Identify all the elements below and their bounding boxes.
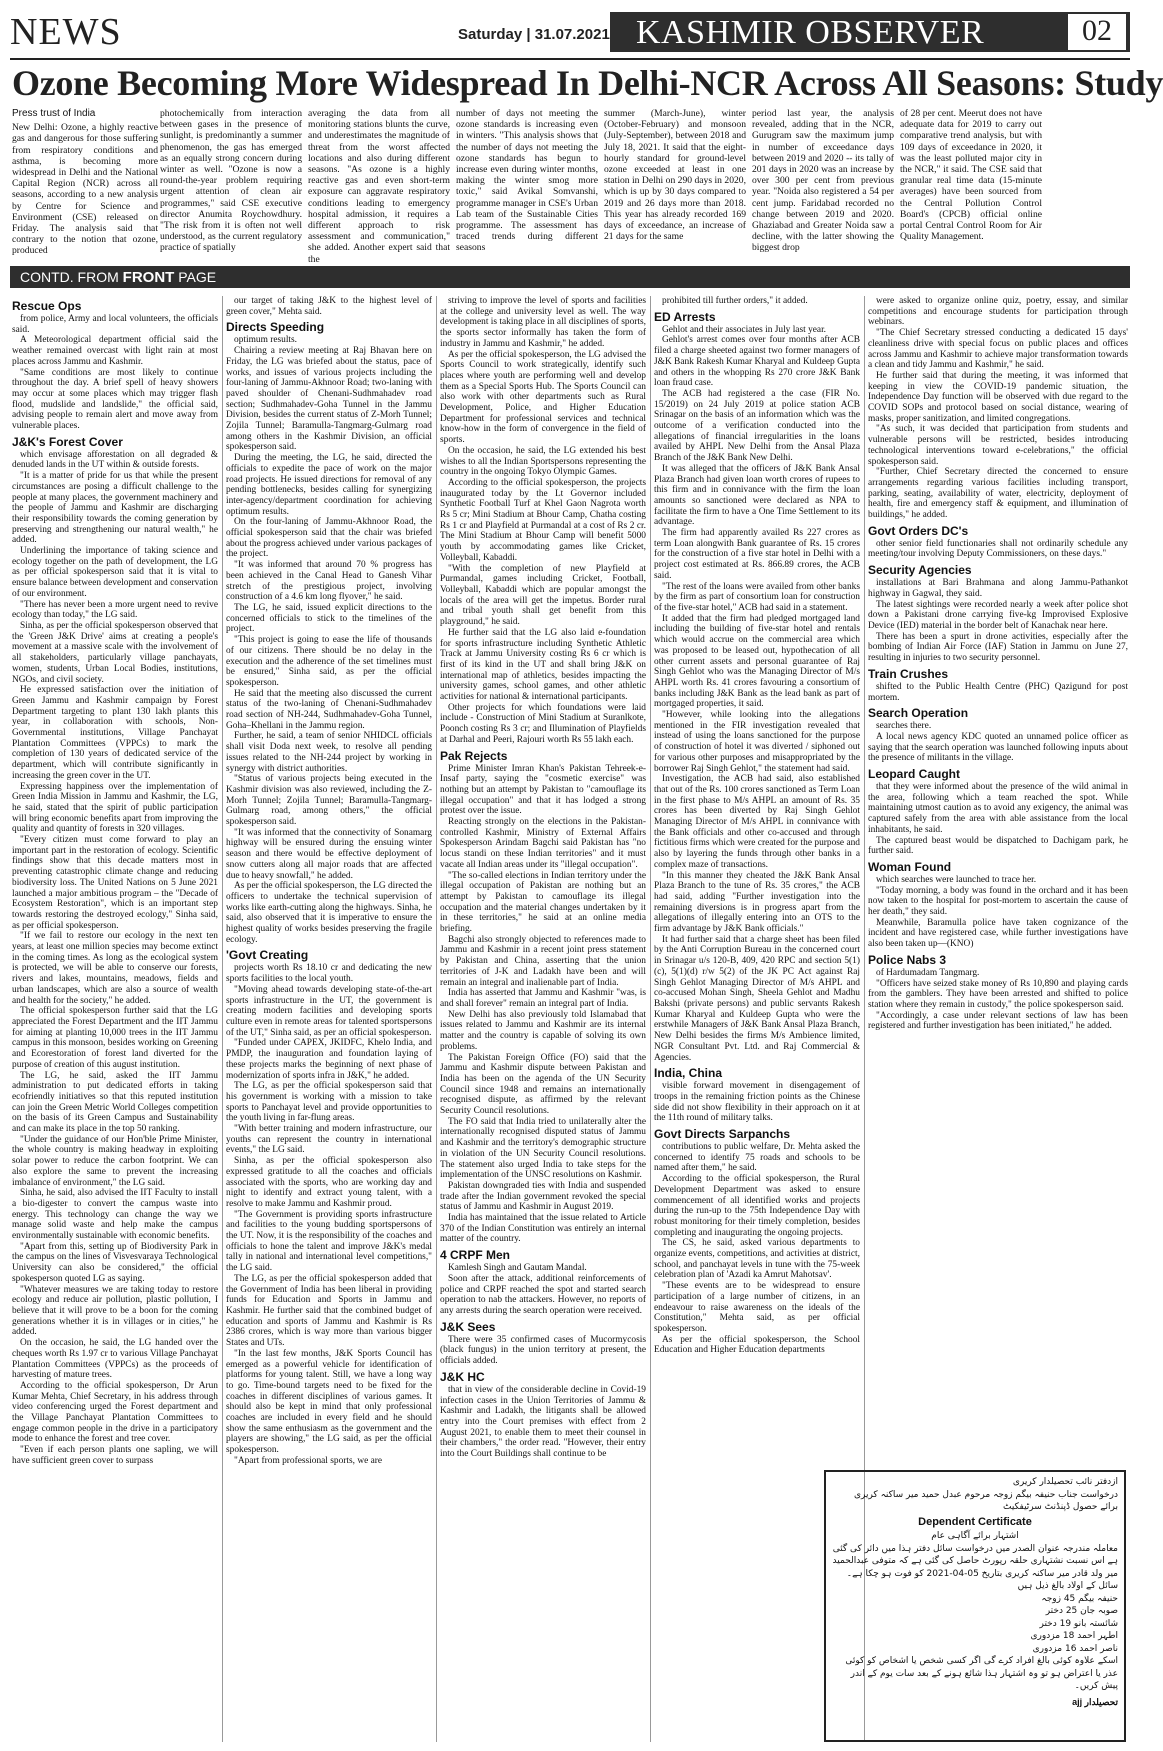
continued-paragraph: "However, while looking into the allegations mentioned in the FIR investigation revealed that instead of using the loans sanctioned for the purpose of construction of hotel it was diverted / siphoned out for various other purposes and misappropriated by the borrower Raj Singh Gehlot," the statement had said. [654, 710, 860, 774]
continued-paragraph: There were 35 confirmed cases of Mucormycosis (black fungus) in the union territory at present, the officials added. [440, 1334, 646, 1367]
ad-header: برائے حصول ڈپنڈنٹ سرٹیفکیٹ [1003, 1502, 1118, 1512]
continued-paragraph: projects worth Rs 18.10 cr and dedicating the new sports facilities to the local youth. [226, 963, 432, 985]
continued-story-heading: Search Operation [868, 706, 969, 721]
continued-paragraph: The FO said that India tried to unilaterally alter the internationally recognised disputed status of Jammu and Kashmir and the territory's demographic structure in violation of the UN Security Council resolutions. The statement also urged India to take steps for the implementation of the UNSC resolutions on Kashmir. [440, 1116, 646, 1181]
ad-list-item: شائستہ بانو 19 دختر [1039, 1618, 1118, 1629]
continued-paragraph: "If we fail to restore our ecology in the next ten years, at least one million species may become extinct in the coming times. As long as the ecological system is protected, we will be able to conserve our forests, rivers and lakes, mountains, meadows, fields and urban landscapes, which are also a source of wealth and health for the society," he added. [12, 931, 218, 1006]
top-story [12, 108, 1128, 265]
ad-list-item: صوبہ جان 25 دختر [1045, 1606, 1118, 1616]
continued-paragraph: The LG, he said, issued explicit directions to the concerned officials to stick to the timelines of the project. [226, 602, 432, 635]
continued-paragraph: Other projects for which foundations were laid include - Construction of Mini Stadium at Suranlkote, Poonch costing Rs 3 cr; and Illumination of Playfields at Darhal and Peeri, Rajouri worth Rs 55 lakh each. [440, 702, 646, 745]
continued-section-bar [10, 266, 1130, 288]
ad-header: اشتہار برائے آگاہی عام [931, 1531, 1019, 1541]
ad-list-item: اطہر احمد 18 مزدوری [1030, 1631, 1118, 1641]
continued-story-heading: Rescue Ops [12, 299, 82, 313]
continued-story-heading: Directs Speeding [226, 320, 325, 335]
continued-paragraph: Underlining the importance of taking science and ecology together on the path of development, the LG as per official spokesperson said that it is vital to ensure balance between development and conservation of our environment. [12, 546, 218, 599]
continued-paragraph: were asked to organize online quiz, poetry, essay, and similar competitions and encourage students for participation through webinars. [868, 296, 1128, 328]
continued-paragraph: On the occasion, he said, the LG extended his best wishes to all the Indian Sportspersons representing the country in the ongoing Tokyo Olympic Games. [440, 445, 646, 478]
ad-list-item: حنیفہ بیگم 45 زوجہ [1041, 1593, 1118, 1604]
continued-column-2 [226, 296, 432, 1742]
continued-paragraph: India has asserted that Jammu and Kashmir "was, is and shall forever" remain an integral part of India. [440, 988, 646, 1009]
story-paragraph: summer (March-June), winter (October-February) and monsoon (July-September), between 2018 and July 18, 2021. It said that the eight-hourly standard for ground-level ozone exceeded at least in one station in Delhi on 290 days in 2020, which is up by 30 days compared to 2019 and 26 days more than 2018. This year has already recorded 169 days of exceedance, an increase of 21 days for the same [604, 108, 746, 243]
continued-paragraph: striving to improve the level of sports and facilities at the college and university level as well. The way development is taking place in all disciplines of sports, the sports sector informally has taken the form of industry in Jammu and Kashmir," he added. [440, 296, 646, 349]
continued-paragraph: "Today morning, a body was found in the orchard and it has been now taken to the hospital for post-mortem to ascertain the cause of her death," they said. [868, 885, 1128, 918]
continued-story-heading: Woman Found [868, 859, 952, 874]
story-column [308, 108, 450, 265]
continued-story-heading: Govt Orders DC's [868, 523, 969, 538]
continued-paragraph: "It was informed that around 70 % progress has been achieved in the Canal Head to Ganesh Vihar stretch of the prestigious project, involving construction of a 4.6 km long flyover," he said. [226, 560, 432, 603]
continued-story-heading: J&K HC [440, 1369, 485, 1384]
ad-footer: اسکے علاوہ کوئی بالغ افراد کرے گی اگر کسی شخص یا اشخاص کو کوئی عذر یا اعتراض ہو تو وہ اشتہار ہذا شائع ہونے کے بعد سات یوم کے اندر پیش کریں۔ [845, 1656, 1118, 1691]
continued-story-heading: ED Arrests [654, 309, 716, 324]
story-paragraph: period last year, the analysis revealed, adding that in the NCR, Gurugram saw the maximum jump in number of exceedance days between 2019 and 2020 -- its tally of 201 days in 2020 was an increase by over 300 per cent from previous year. "Noida also registered a 54 per cent jump. Faridabad recorded no change between 2019 and 2020. Ghaziabad and Greater Noida saw a decline, with the latter showing the biggest drop [752, 108, 894, 254]
continued-column-5 [868, 296, 1128, 1466]
continued-paragraph: "Every citizen must come forward to play an important part in the restoration of ecology. Scientific findings show that this decade matters most in preventing catastrophic climate change and reducing biodiversity loss. The United Nations on 5 June 2021 launched a major ambitious program – the "Decade of Ecosystem Restoration", which is an important step towards restoring the destroyed ecology," Sinha said, as per official spokesperson. [12, 835, 218, 931]
continued-paragraph: Sinha, he said, also advised the IIT Faculty to install a bio-digester to convert the campus waste into energy. This technology can change the way we manage solid waste and help make the campus environmentally sustainable with economic benefits. [12, 1188, 218, 1242]
continued-paragraph: "The so-called elections in Indian territory under the illegal occupation of Pakistan are nothing but an attempt by Pakistan to camouflage its illegal occupation and the material changes undertaken by it in these territories," he said at an online media briefing. [440, 870, 646, 935]
continued-paragraph: "Whatever measures we are taking today to restore ecology and reduce air pollution, plastic pollution, I believe that it will prove to be a boon for the coming generations whether it is in villages or in cities," he added. [12, 1284, 218, 1338]
story-column [900, 108, 1042, 246]
ad-list [832, 1593, 1118, 1656]
paper-name-box [610, 12, 1130, 52]
continued-paragraph: "These events are to be widespread to ensure participation of a large number of citizens, in an endeavour to raise awareness on the ideals of the Constitution," Mehta said, as per official spokesperson. [654, 1281, 860, 1334]
continued-paragraph: As per the official spokesperson, the LG directed the officers to undertake the technical supervision of works like earth-cutting along the highways. Sinha, he said, also observed that it is imperative to ensure the highest quality of works besides preserving the fragile ecology. [226, 881, 432, 945]
continued-paragraph: The official spokesperson further said that the LG appreciated the Forest Department and the IIT Jammu for aiming at planting 10,000 trees in the IIT Jammu campus in this monsoon, besides working on Greening and Ecorestoration of forest land diverted for the purpose of creation of this august institution. [12, 1006, 218, 1070]
continued-paragraph: Gehlot's arrest comes over four months after ACB filed a charge sheeted against two former managers of J&K Bank Rakesh Kumar Kharyal and Kuldeep Gupta and others in the whopping Rs 270 crore J&K Bank loan fraud case. [654, 335, 860, 389]
continued-paragraph: "The Chief Secretary stressed conducting a dedicated 15 days' cleanliness drive with special focus on public places and offices across Jammu and Kashmir to achieve major transformation towards a clean and tidy Jammu and Kashmir," he said. [868, 328, 1128, 371]
continued-paragraph: Sinha, as per the official spokesperson also expressed gratitude to all the coaches and officials associated with the sports, who are working day and night to identify and extract young talent, with a resolve to make Jammu and Kashmir proud. [226, 1156, 432, 1209]
section-bar-bold: FRONT [122, 269, 175, 286]
column-divider [222, 296, 223, 1742]
continued-paragraph: installations at Bari Brahmana and along Jammu-Pathankot highway in Gagwal, they said. [868, 578, 1128, 599]
paper-name: KASHMIR OBSERVER [636, 14, 985, 51]
story-column [604, 108, 746, 246]
continued-paragraph: Bagchi also strongly objected to references made to Jammu and Kashmir in a recent joint press statement by Pakistan and China, asserting that the union territories of J-K and Ladakh have been and will remain an integral and inalienable part of India. [440, 934, 646, 988]
continued-paragraph: "As such, it was decided that participation from students and vulnerable persons will be restricted, besides introducing technological interventions toward e-celebrations," the official spokesperson said. [868, 424, 1128, 467]
continued-paragraph: from police, Army and local volunteers, the officials said. [12, 314, 218, 335]
classified-ad [824, 1470, 1126, 1742]
continued-paragraph: The LG, as per the official spokesperson added that the Government of India has been liberal in providing funds for Education and Sports in Jammu and Kashmir. He further said that the combined budget of education and sports of Jammu and Kashmir is Rs 2386 crores, which is way more than various bigger States and UTs. [226, 1273, 432, 1349]
continued-paragraph: There has been a spurt in drone activities, especially after the bombing of Indian Air Force (IAF) Station in Jammu on June 27, resulting in injuries to two security personnel. [868, 631, 1128, 664]
ad-header: درخواست جناب حنیفہ بیگم زوجہ مرحوم عبدل حمید میر ساکنہ کریری [853, 1489, 1118, 1500]
continued-paragraph: It had further said that a charge sheet has been filed by the Anti Corruption Bureau in the concerned court in Srinagar u/s 120-B, 409, 420 RPC and section 5(1)(c), 5(1)(d) r/w 5(2) of the JK PC Act against Raj Singh Gehlot Managing Director of M/s AHPL and co-accused Mohan Singh, Sheela Gehlot and Madhu Bakshi (private persons) and public servants Rakesh Kumar Kharyal and Kuldeep Gupta who were the erstwhile Managers of J&K Bank Ansal Plaza Branch, New Delhi besides the firms M/s Ambience limited, NGR Consultant Pvt. Ltd. and Raj Commercial & Agencies. [654, 934, 860, 1063]
continued-paragraph: According to the official spokesperson, Dr Arun Kumar Mehta, Chief Secretary, in his address through video conferencing urged the Forest department and the Village Panchayat Plantation Committees to engage common people in the drive in a participatory mode to enhance the forest and tree cover. [12, 1380, 218, 1445]
continued-paragraph: "There has never been a more urgent need to revive ecology than today," the LG said. [12, 599, 218, 621]
masthead-rule [10, 58, 1130, 60]
continued-paragraph: Prime Minister Imran Khan's Pakistan Tehreek-e-Insaf party, saying the "cosmetic exercise" was nothing but an attempt by Pakistan to "camouflage its illegal occupation" and that it has lodged a strong protest over the issue. [440, 763, 646, 817]
issue-date: Saturday | 31.07.2021 [458, 26, 610, 43]
continued-paragraph: The captured beast would be dispatched to Dachigam park, he further said. [868, 835, 1128, 857]
continued-paragraph: During the meeting, the LG, he said, directed the officials to expedite the pace of work on the major road projects. He issued directions for removal of any pending bottlenecks, besides calling for synergizing inter-agency/department coordination for achieving optimum results. [226, 453, 432, 517]
continued-paragraph: A local news agency KDC quoted an unnamed police officer as saying that the search operation was launched following inputs about the presence of militants in the village. [868, 731, 1128, 764]
continued-paragraph: "Moving ahead towards developing state-of-the-art sports infrastructure in the UT, the government is creating modern facilities and developing sports culture even in remote areas for talented sportspersons of the UT," Sinha said, as per an official spokesperson. [226, 984, 432, 1038]
continued-paragraph: "With the completion of new Playfield at Purmandal, games including Cricket, Football, Volleyball, Kabaddi which are popular amongst the locals of the area will get the impetus. Border rural and tribal youth shall get benefit from this playground," he said. [440, 563, 646, 628]
continued-paragraph: "Funded under CAPEX, JKIDFC, Khelo India, and PMDP, the inauguration and foundation laying of these projects marks the beginning of next phase of modernization of sports infra in J&K," he added. [226, 1038, 432, 1081]
continued-paragraph: Further, he said, a team of senior NHIDCL officials shall visit Doda next week, to resolve all pending issues related to the NH-244 project by working in synergy with district authorities. [226, 731, 432, 774]
continued-paragraph: "Further, Chief Secretary directed the concerned to ensure arrangements regarding various facilities including transport, parking, seating, availability of water, electricity, deployment of health, fire and emergency staff & equipment, and illumination of buildings," he added. [868, 467, 1128, 521]
story-column [12, 108, 158, 257]
continued-paragraph: It added that the firm had pledged mortgaged land including the building of five-star hotel and rentals which would accrue on the commercial area which was proposed to be leased out, hypothecation of all other current assets and personal guarantee of Raj Singh Gehlot who was the Managing Director of M/s AHPL worth Rs. 41 crores favouring a consortium of banks including J&K Bank as the lead bank as part of mortgaged properties, it said. [654, 613, 860, 710]
continued-paragraph: contributions to public welfare, Dr. Mehta asked the concerned to identify 75 roads and schools to be named after them," he said. [654, 1142, 860, 1174]
continued-paragraph: A Meteorological department official said the weather remained overcast with light rain at most places across Jammu and Kashmir. [12, 335, 218, 367]
continued-paragraph: As per the official spokesperson, the School Education and Higher Education departments [654, 1334, 860, 1356]
continued-paragraph: which searches were launched to trace her. [876, 874, 1037, 885]
story-paragraph: photochemically from interaction between gases in the presence of sunlight, is predominantly a summer phenomenon, the gas has emerged as an equally strong concern during winter as well. "Ozone is now a round-the-year problem requiring urgent attention of clean air programmes," said CSE executive director Anumita Roychowdhury. "The risk from it is often not well understood, as the current regulatory practice of spatially [160, 108, 302, 254]
continued-paragraph: "In the last few months, J&K Sports Council has emerged as a powerful vehicle for identification of platforms for young talent. Still, we have a long way to go. Time-bound targets need to be fixed for the coaches in different disciplines of various games. It should also be kept in mind that only professional coaches are included in every field and he should show the same enthusiasm as the government and the players are showing," the LG said, as per the official spokesperson. [226, 1348, 432, 1456]
continued-paragraph: Sinha, as per the official spokesperson observed that the 'Green J&K Drive' aims at creating a people's movement at a massive scale with the involvement of all stakeholders, particularly village panchayats, women, students, Urban Local Bodies, institutions, NGOs, and civil society. [12, 620, 218, 685]
masthead [10, 10, 1130, 54]
continued-story-heading: J&K's Forest Cover [12, 434, 123, 449]
continued-paragraph: "Apart from this, setting up of Biodiversity Park in the campus on the lines of Visvesvaraya Technological University can also be considered," the official spokesperson quoted LG as saying. [12, 1241, 218, 1284]
continued-paragraph: The ACB had registered a the case (FIR No. 15/2019) on 24 July 2019 at police station ACB Srinagar on the basis of an information which was the outcome of a verification conducted into the allegations of financial irregularities in the loans availed by AHPL New Delhi from the Ansal Plaza Branch of the J&K Bank New Delhi. [654, 388, 860, 464]
continued-paragraph: The Pakistan Foreign Office (FO) said that the Jammu and Kashmir dispute between Pakistan and India has been on the agenda of the UN Security Council since 1948 and remains an internationally recognised dispute, as affirmed by the relevant Security Council resolutions. [440, 1052, 646, 1117]
section-name: NEWS [10, 11, 122, 53]
continued-paragraph: "The rest of the loans were availed from other banks by the firm as part of consortium loan for construction of the five-star hotel," ACB had said in a statement. [654, 581, 860, 613]
continued-story-heading: Police Nabs 3 [868, 952, 947, 967]
continued-column-1 [12, 296, 218, 1742]
continued-paragraph: searches there. [876, 721, 932, 732]
continued-paragraph: visible forward movement in disengagement of troops in the remaining friction points as the Chinese side did not show flexibility in their approach on it at the 11th round of military talks. [654, 1081, 860, 1124]
continued-paragraph: According to the official spokesperson, the Rural Development Department was asked to ensure commencement of all identified works and projects during the run-up to the 75th Independence Day with robust monitoring for their timely completion, besides completing and inaugurating the ongoing projects. [654, 1174, 860, 1238]
ad-header: ازدفتر نائب تحصیلدار کریری [1012, 1477, 1118, 1487]
continued-paragraph: The latest sightings were recorded nearly a week after police shot down a Pakistani drone carrying five-kg Improvised Explosive Device (IED) material in the border belt of Kanachak near here. [868, 599, 1128, 631]
byline: Press trust of India [12, 108, 96, 119]
continued-paragraph: "With better training and modern infrastructure, our youths can represent the country in international events," the LG said. [226, 1124, 432, 1156]
continued-paragraph: "Accordingly, a case under relevant sections of law has been registered and further investigation has been initiated," he added. [868, 1010, 1128, 1032]
story-paragraph: averaging the data from all monitoring stations blunts the curve, and underestimates the magnitude of threat from the worst affected locations and also during different seasons. "As ozone is a highly reactive gas and even short-term exposure can aggravate respiratory conditions leading to emergency hospital admission, it requires a different approach to risk assessment and communication," she added. Another expert said that the [308, 108, 450, 265]
continued-paragraph: which envisage afforestation on all degraded & denuded lands in the UT within & outside forests. [12, 449, 218, 471]
ad-sign-text: ajj [1072, 1696, 1083, 1707]
ad-title: Dependent Certificate [918, 1515, 1032, 1528]
continued-paragraph: He expressed satisfaction over the initiation of Green Jammu and Kashmir campaign by Forest Department targeting to plant 130 lakh plants this year, in collaboration with schools, Non-Governmental institutions, Village Panchayat Plantation Committees (VPPCs) to mark the completion of 130 years of dedicated service of the department, which will contribute significantly in increasing the green cover in the UT. [12, 685, 218, 781]
ad-signature [832, 1696, 1118, 1709]
story-paragraph: of 28 per cent. Meerut does not have adequate data for 2019 to carry out comparative trend analysis, but with 109 days of exceedance in 2020, it was the least polluted major city in the NCR," it said. The CSE said that granular real time data (15-minute averages) have been sourced from the Central Pollution Control Board's (CPCB) official online portal Central Control Room for Air Quality Management. [900, 108, 1042, 243]
ad-body: معاملہ مندرجہ عنوان الصدر میں درخواست سائل دفتر ہذا میں دائر کی گئی ہے اس نسبت نشتہاری حلقہ رپورٹ حاصل کی گئی ہے کہ متوفی عبدالحمید میر ولد قادر میر ساکنہ کریری بتاریخ 05-04-2021 کو فوت ہو چکا ہے۔ سائل کے اولاد بالغ ذیل ہیں [832, 1543, 1118, 1591]
section-bar-prefix: CONTD. FROM [20, 269, 123, 285]
continued-paragraph: "Same conditions are most likely to continue throughout the day. A brief spell of heavy showers may occur at some places which may trigger flash flood, mudslide and landslide," the official said, advising people to remain alert and move away from vulnerable places. [12, 367, 218, 432]
continued-paragraph: Kamlesh Singh and Gautam Mandal. [448, 1263, 587, 1274]
continued-paragraph: "This project is going to ease the life of thousands of our citizens. There should be no delay in the execution and the adherence of the set timelines must be ensured," Sinha said, as per the official spokesperson. [226, 635, 432, 688]
continued-paragraph: shifted to the Public Health Centre (PHC) Qazigund for post mortem. [868, 681, 1128, 703]
continued-paragraph: Reacting strongly on the elections in the Pakistan-controlled Kashmir, Ministry of External Affairs Spokesperson Arindam Bagchi said Pakistan has "no locus standi on these Indian territories" and it must vacate all Indian areas under its "illegal occupation". [440, 817, 646, 870]
ad-sign-title: تحصیلدار [1084, 1696, 1118, 1707]
continued-paragraph: "The Government is providing sports infrastructure and facilities to the young budding sportspersons of the UT. Now, it is the responsibility of the coaches and officials to hone the talent and improve J&K's medal tally in national and international level competitions," the LG said. [226, 1209, 432, 1274]
story-column [456, 108, 598, 254]
continued-paragraph: "Under the guidance of our Hon'ble Prime Minister, the whole country is making headway in exploiting solar power to reduce the carbon footprint. We can also explore the same to prevent the increasing imbalance of environment," the LG said. [12, 1134, 218, 1188]
continued-paragraph: Meanwhile, Baramulla police have taken cognizance of the incident and have registered case, while further investigations have also been taken up—(KNO) [868, 917, 1128, 950]
page-number: 02 [1068, 14, 1126, 50]
continued-paragraph: He further said that the LG also laid e-foundation for sports infrastructure including Synthetic Athletic Track at Jammu University costing Rs 6 cr which is first of its kind in the UT and shall bring J&K on international map of athletics, besides impacting the university games, school games, and other athletic activities for national & international participants. [440, 627, 646, 703]
column-divider [436, 296, 437, 1742]
continued-story-heading: India, China [654, 1066, 723, 1081]
continued-paragraph: optimum results. [234, 335, 298, 346]
continued-column-3 [440, 296, 646, 1742]
continued-paragraph: our target of taking J&K to the highest level of green cover," Mehta said. [226, 296, 432, 317]
continued-story-heading: Security Agencies [868, 563, 972, 578]
column-divider [650, 296, 651, 1742]
story-paragraph: New Delhi: Ozone, a highly reactive gas and dangerous for those suffering from respiratory conditions and asthma, is becoming more widespread in Delhi and the National Capital Region (NCR) across all seasons, according to a new analysis by Centre for Science and Environment (CSE) released on Friday. The analysis said that contrary to the notion that ozone, produced [12, 122, 158, 257]
continued-paragraph: Expressing happiness over the implementation of Green India Mission in Jammu and Kashmir, the LG, he said, stated that the spirit of public participation will bring economic benefits apart from improving the quality and quantity of forests in 320 villages. [12, 781, 218, 835]
continued-paragraph: of Hardumadam Tangmarg. [876, 967, 980, 978]
continued-story-heading: J&K Sees [440, 1319, 496, 1334]
continued-paragraph: "In this manner they cheated the J&K Bank Ansal Plaza Branch to the tune of Rs. 35 crores," the ACB had said, adding "Further investigation into the remaining diversions is in progress apart from the allegations of illegally entering into an OTS to the firm advantage by J&K Bank officials." [654, 870, 860, 935]
continued-paragraph: Gehlot and their associates in July last year. [662, 324, 827, 335]
continued-paragraph: "Officers have seized stake money of Rs 10,890 and playing cards from the gamblers. They have been arrested and shifted to police station where they remain in custody," the police spokesperson said. [868, 978, 1128, 1010]
continued-paragraph: that they were informed about the presence of the wild animal in the area, following which a team reached the spot. While maintaining utmost caution as to avoid any exigency, the animal was captured safely from the area with able assistance from the local inhabitants, he said. [868, 782, 1128, 835]
continued-paragraph: On the occasion, he said, the LG handed over the cheques worth Rs 1.97 cr to various Village Panchayat Plantation Committees (VPPCs) as the proceeds of harvesting of mature trees. [12, 1338, 218, 1381]
continued-story-heading: 'Govt Creating [226, 948, 309, 963]
continued-paragraph: The CS, he said, asked various departments to organize events, competitions, and activities at district, school, and panchayat levels in tune with the 75-week celebration plan of 'Azadi ka Amrut Mahotsav'. [654, 1238, 860, 1281]
continued-paragraph: Soon after the attack, additional reinforcements of police and CRPF reached the spot and started search operation to nab the attackers. However, no reports of any arrests during the search operation were received. [440, 1273, 646, 1316]
continued-story-heading: Leopard Caught [868, 767, 960, 782]
continued-paragraph: Investigation, the ACB had said, also established that out of the Rs. 100 crores sanctioned as Term Loan in the first phase to M/s AHPL an amount of Rs. 35 crores has been diverted by Raj Singh Gehlot Managing Director of M/s AHPL in connivance with the Bank officials and other co-accused and through fictitious firms which were created for the purpose and also by layering the funds through other banks in a complex maze of transactions. [654, 774, 860, 870]
continued-paragraph: According to the official spokesperson, the projects inaugurated today by the Lt Governor included Synthetic Football Turf at Khel Gaon Nagrota worth Rs 5 cr; Mini Stadium at Bhour Camp, Chatha costing Rs 1 cr and Playfield at Purmandal at a cost of Rs 2 cr. The Mini Stadium at Bhour Camp will benefit 5000 youth by accommodating games like Cricket, Volleyball, Kabaddi. [440, 477, 646, 563]
continued-paragraph: As per the official spokesperson, the LG advised the Sports Council to work strategically, identify such places where youth are performing well and develop them as a Special Sports Hub. The Sports Council can also work with other departments such as Rural Development, Police, and Higher Education Department for professional services and technical know-how in the form of convergence in the field of sports. [440, 349, 646, 446]
section-bar-suffix: PAGE [174, 269, 217, 285]
continued-paragraph: "Even if each person plants one sapling, we will have sufficient green cover to surpass [12, 1445, 218, 1466]
continued-paragraph: Chairing a review meeting at Raj Bhavan here on Friday, the LG was briefed about the status, pace of works, and issues of various projects including the four-laning of Jammu-Akhnoor Road; two-laning with paved shoulder of Chenani-Sudhmahadev road section; Sudhmahadev-Goha Tunnel in the Jammu Division, besides the current status of Z-Morh Tunnel; Zojila Tunnel; Baramulla-Tangmarg-Gulmarg road among others in the Kashmir Division, an official spokesperson said. [226, 346, 432, 453]
continued-paragraph: that in view of the considerable decline in Covid-19 infection cases in the Union Territories of Jammu & Kashmir and Ladakh, the litigants shall be allowed entry into the Court premises with effect from 2 August 2021, to enable them to meet their counsel in their chambers," the order read. "However, their entry into the Court Buildings shall continue to be [440, 1384, 646, 1460]
continued-paragraph: "It was informed that the connectivity of Sonamarg highway will be ensured during the ensuing winter season and there would be effective deployment of snow cutters along all major roads that are affected due to heavy snowfall," he added. [226, 827, 432, 881]
story-column [160, 108, 302, 254]
story-paragraph: number of days not meeting the ozone standards is increasing even in winters. "This analysis shows that the number of days not meeting the ozone standards has begun to increase even during winter months, making the winter smog more toxic," said Avikal Somvanshi, programme manager in CSE's Urban Lab team of the Sustainable Cities programme. The assessment has traced trends during different seasons [456, 108, 598, 254]
continued-paragraph: The firm had apparently availed Rs 227 crores as term Loan alongwith Bank guarantee of Rs. 15 crores for the construction of a five star hotel in Delhi with a project cost estimated at Rs. 866.89 crores, the ACB said. [654, 528, 860, 581]
continued-paragraph: "It is a matter of pride for us that while the present circumstances are posing a difficult challenge to the people at many places, the government machinery and the people of Jammu and Kashmir are discharging their responsibility towards the coming generation by preserving and strengthening our natural wealth," he added. [12, 471, 218, 546]
continued-paragraph: The LG, as per the official spokesperson said that his government is working with a mission to take sports to Panchayat level and provide opportunities to the youth living in far-flung areas. [226, 1081, 432, 1124]
continued-paragraph: The LG, he said, asked the IIT Jammu administration to put dedicated efforts in taking ecofriendly initiatives so that this reputed institution can join the Green Metric World Colleges competition on the basis of its Green Campus and Sustainability and can make its place in the top 50 ranking. [12, 1070, 218, 1135]
headline: Ozone Becoming More Widespread In Delhi-NCR Across All Seasons: Study [12, 63, 1163, 103]
continued-paragraph: He further said that during the meeting, it was informed that keeping in view the COVID-19 pandemic situation, the Independence Day function will be observed with due regard to the COVID SOPs and protocol based on social distance, wearing of masks, proper sanitization, and limited congregations. [868, 370, 1128, 424]
continued-story-heading: Govt Directs Sarpanchs [654, 1127, 791, 1142]
continued-paragraph: "Status of various projects being executed in the Kashmir division was also reviewed, including the Z-Morh Tunnel; Zojila Tunnel; Baramulla-Tangmarg-Gulmarg road, among others," the official spokesperson said. [226, 774, 432, 828]
continued-paragraph: other senior field functionaries shall not ordinarily schedule any meeting/tour involving Deputy Commissioners, on these days." [868, 538, 1128, 560]
continued-paragraph: It was alleged that the officers of J&K Bank Ansal Plaza Branch had given loan worth crores of rupees to this firm and in connivance with the firm the loan amounts so sanctioned were declared as NPA to facilitate the firm to have a One Time Settlement to its advantage. [654, 463, 860, 528]
ad-list-item: ناصر احمد 16 مزدوری [1032, 1643, 1118, 1654]
continued-paragraph: He said that the meeting also discussed the current status of the two-laning of Chenani-Sudhmahadev road section of NH-244, Sudhmahadev-Goha Tunnel, Goha–Khellani in the Jammu region. [226, 688, 432, 731]
continued-paragraph: New Delhi has also previously told Islamabad that issues related to Jammu and Kashmir are its internal matter and the country is capable of solving its own problems. [440, 1009, 646, 1052]
continued-paragraph: Pakistan downgraded ties with India and suspended trade after the Indian government revoked the special status of Jammu and Kashmir in August 2019. [440, 1180, 646, 1213]
continued-paragraph: prohibited till further orders," it added. [662, 296, 808, 306]
continued-story-heading: 4 CRPF Men [440, 1248, 511, 1263]
continued-story-heading: Train Crushes [868, 666, 949, 681]
continued-paragraph: On the four-laning of Jammu-Akhnoor Road, the official spokesperson said that the chair was briefed about the progress achieved under various packages of the project. [226, 517, 432, 560]
continued-paragraph: "Apart from professional sports, we are [234, 1455, 383, 1466]
continued-paragraph: India has maintained that the issue related to Article 370 of the Indian Constitution was entirely an internal matter of the country. [440, 1213, 646, 1245]
story-column [752, 108, 894, 254]
continued-story-heading: Pak Rejects [440, 748, 508, 763]
